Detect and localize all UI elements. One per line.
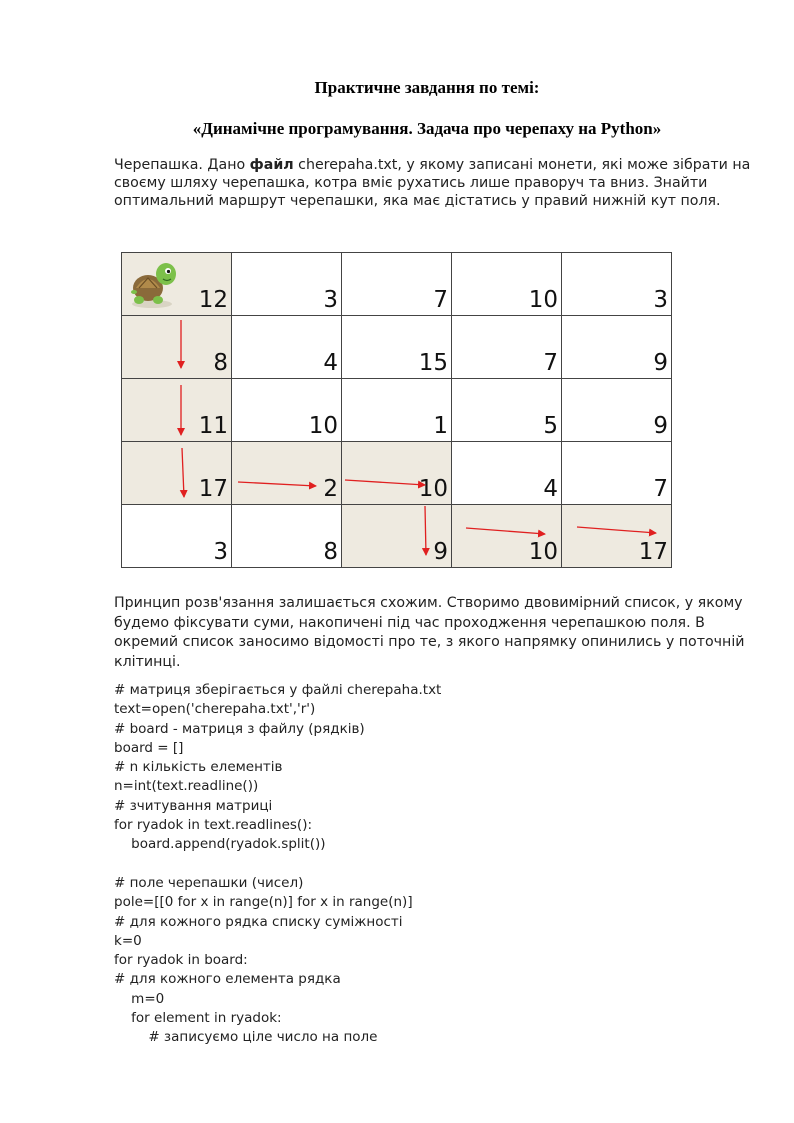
- intro-text-start: Черепашка. Дано: [114, 157, 250, 173]
- cell-value: 17: [638, 539, 668, 565]
- intro-text-rest: cherepaha.txt, у якому записані монети, які може зібрати на своєму шляху черепашка, котра вміє рухатись лише праворуч та вниз. Знайти оптимальний маршрут черепашки, яка має дістатись у правий нижній кут поля.: [114, 157, 751, 209]
- grid-cell: [232, 379, 342, 442]
- code-line: # записуємо ціле число на поле: [114, 1029, 378, 1046]
- grid-cell: [232, 442, 342, 505]
- cell-value: 11: [198, 413, 228, 439]
- grid-cell: [122, 316, 232, 379]
- turtle-grid: [121, 252, 672, 568]
- grid-cell: [122, 379, 232, 442]
- grid-cell: [342, 442, 452, 505]
- grid-row: [122, 253, 672, 316]
- cell-value: 12: [198, 287, 228, 313]
- grid-cell: [452, 253, 562, 316]
- cell-value: 15: [418, 350, 448, 376]
- cell-value: 7: [433, 287, 448, 313]
- grid-cell: [562, 442, 672, 505]
- cell-value: 9: [653, 350, 668, 376]
- code-line: text=open('cherepaha.txt','r'): [114, 701, 316, 718]
- cell-value: 8: [213, 350, 228, 376]
- cell-value: 1: [433, 413, 448, 439]
- cell-value: 7: [543, 350, 558, 376]
- code-line: # n кількість елементів: [114, 759, 283, 776]
- title-line-2: «Динамічне програмування. Задача про черепаху на Python»: [192, 119, 662, 138]
- cell-value: 10: [528, 287, 558, 313]
- code-line: m=0: [114, 990, 165, 1007]
- principle-paragraph: Принцип розв'язання залишається схожим. Створимо двовимірний список, у якому будемо фіксувати суми, накопичені під час проходження черепашкою поля. В окремий список заносимо відомості про те, з якого напрямку опинились у поточній клітинці.: [114, 595, 745, 670]
- grid-cell: [342, 379, 452, 442]
- code-line: [114, 855, 441, 874]
- code-line: board = []: [114, 739, 184, 756]
- grid-cell: [452, 442, 562, 505]
- cell-value: 4: [543, 476, 558, 502]
- cell-value: 9: [433, 539, 448, 565]
- grid-row: [122, 442, 672, 505]
- cell-value: 2: [323, 476, 338, 502]
- code-line: n=int(text.readline()): [114, 778, 259, 795]
- intro-paragraph: [114, 156, 754, 210]
- cell-value: 8: [323, 539, 338, 565]
- grid-cell: [562, 505, 672, 568]
- code-line: board.append(ryadok.split()): [114, 836, 326, 853]
- cell-value: 17: [198, 476, 228, 502]
- grid-cell: [232, 316, 342, 379]
- cell-value: 10: [418, 476, 448, 502]
- cell-value: 10: [308, 413, 338, 439]
- code-block: [114, 681, 441, 1048]
- grid-cell: [452, 316, 562, 379]
- grid-cell: [342, 253, 452, 316]
- code-line: # зчитування матриці: [114, 797, 273, 814]
- cell-value: 7: [653, 476, 668, 502]
- grid-cell: [232, 505, 342, 568]
- title-line-1: Практичне завдання по темі:: [314, 78, 540, 97]
- code-line: pole=[[0 for x in range(n)] for x in range(n)]: [114, 894, 413, 911]
- grid-row: [122, 316, 672, 379]
- cell-value: 10: [528, 539, 558, 565]
- cell-value: 3: [653, 287, 668, 313]
- code-line: for element in ryadok:: [114, 1010, 282, 1027]
- code-line: # для кожного рядка списку суміжності: [114, 913, 403, 930]
- code-line: # для кожного елемента рядка: [114, 971, 341, 988]
- grid-cell: [232, 253, 342, 316]
- grid-cell: [122, 505, 232, 568]
- grid-cell: [122, 253, 232, 316]
- grid-cell: [562, 379, 672, 442]
- code-line: # матриця зберігається у файлі cherepaha.txt: [114, 682, 442, 698]
- grid-row: [122, 505, 672, 568]
- code-line: for ryadok in text.readlines():: [114, 817, 313, 834]
- cell-value: 4: [323, 350, 338, 376]
- grid-row: [122, 379, 672, 442]
- grid-cell: [452, 379, 562, 442]
- code-line: # board - матриця з файлу (рядків): [114, 720, 365, 737]
- cell-value: 5: [543, 413, 558, 439]
- grid-cell: [562, 316, 672, 379]
- cell-value: 3: [213, 539, 228, 565]
- grid-cell: [342, 505, 452, 568]
- code-line: for ryadok in board:: [114, 952, 248, 969]
- grid-cell: [122, 442, 232, 505]
- intro-bold-word: файл: [249, 157, 294, 173]
- grid-cell: [452, 505, 562, 568]
- grid-cell: [342, 316, 452, 379]
- cell-value: 3: [323, 287, 338, 313]
- code-line: k=0: [114, 932, 142, 949]
- cell-value: 9: [653, 413, 668, 439]
- code-line: # поле черепашки (чисел): [114, 874, 304, 891]
- grid-cell: [562, 253, 672, 316]
